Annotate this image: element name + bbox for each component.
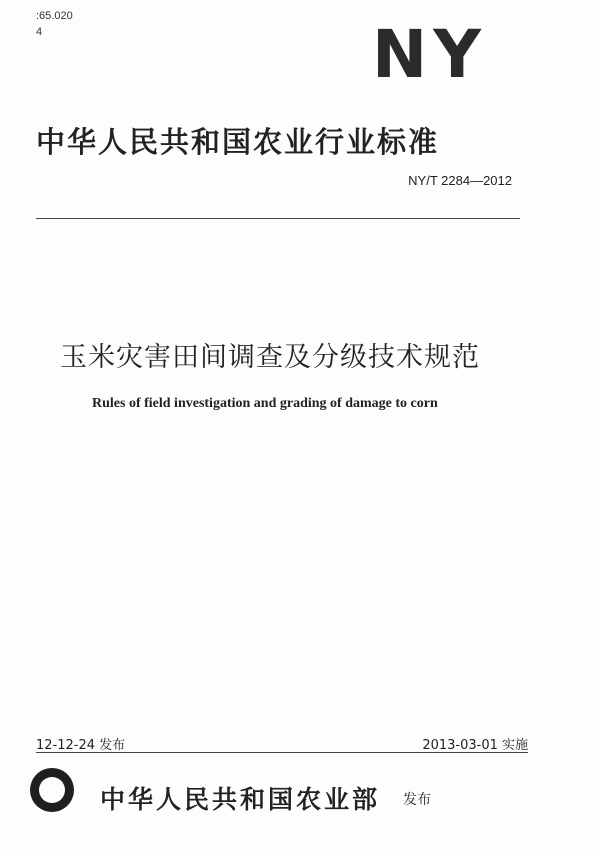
standard-number: NY/T 2284—2012 <box>408 173 512 188</box>
ics-code: :65.020 <box>36 10 73 22</box>
footer-divider <box>36 752 528 753</box>
implementation-date: 2013-03-01 实施 <box>422 738 528 753</box>
title-chinese: 玉米灾害田间调查及分级技术规范 <box>60 342 480 373</box>
publish-label: 发布 <box>403 792 431 808</box>
ministry-seal-icon <box>30 768 74 812</box>
publisher-name: 中华人民共和国农业部 <box>100 785 381 814</box>
ny-logo: NY <box>372 16 488 93</box>
ccs-code: 4 <box>36 26 43 38</box>
organization-title: 中华人民共和国农业行业标准 <box>36 125 440 159</box>
title-english: Rules of field investigation and grading of damage to corn <box>92 396 438 411</box>
header-divider <box>36 218 520 219</box>
issue-date: 12-12-24 发布 <box>36 738 126 753</box>
